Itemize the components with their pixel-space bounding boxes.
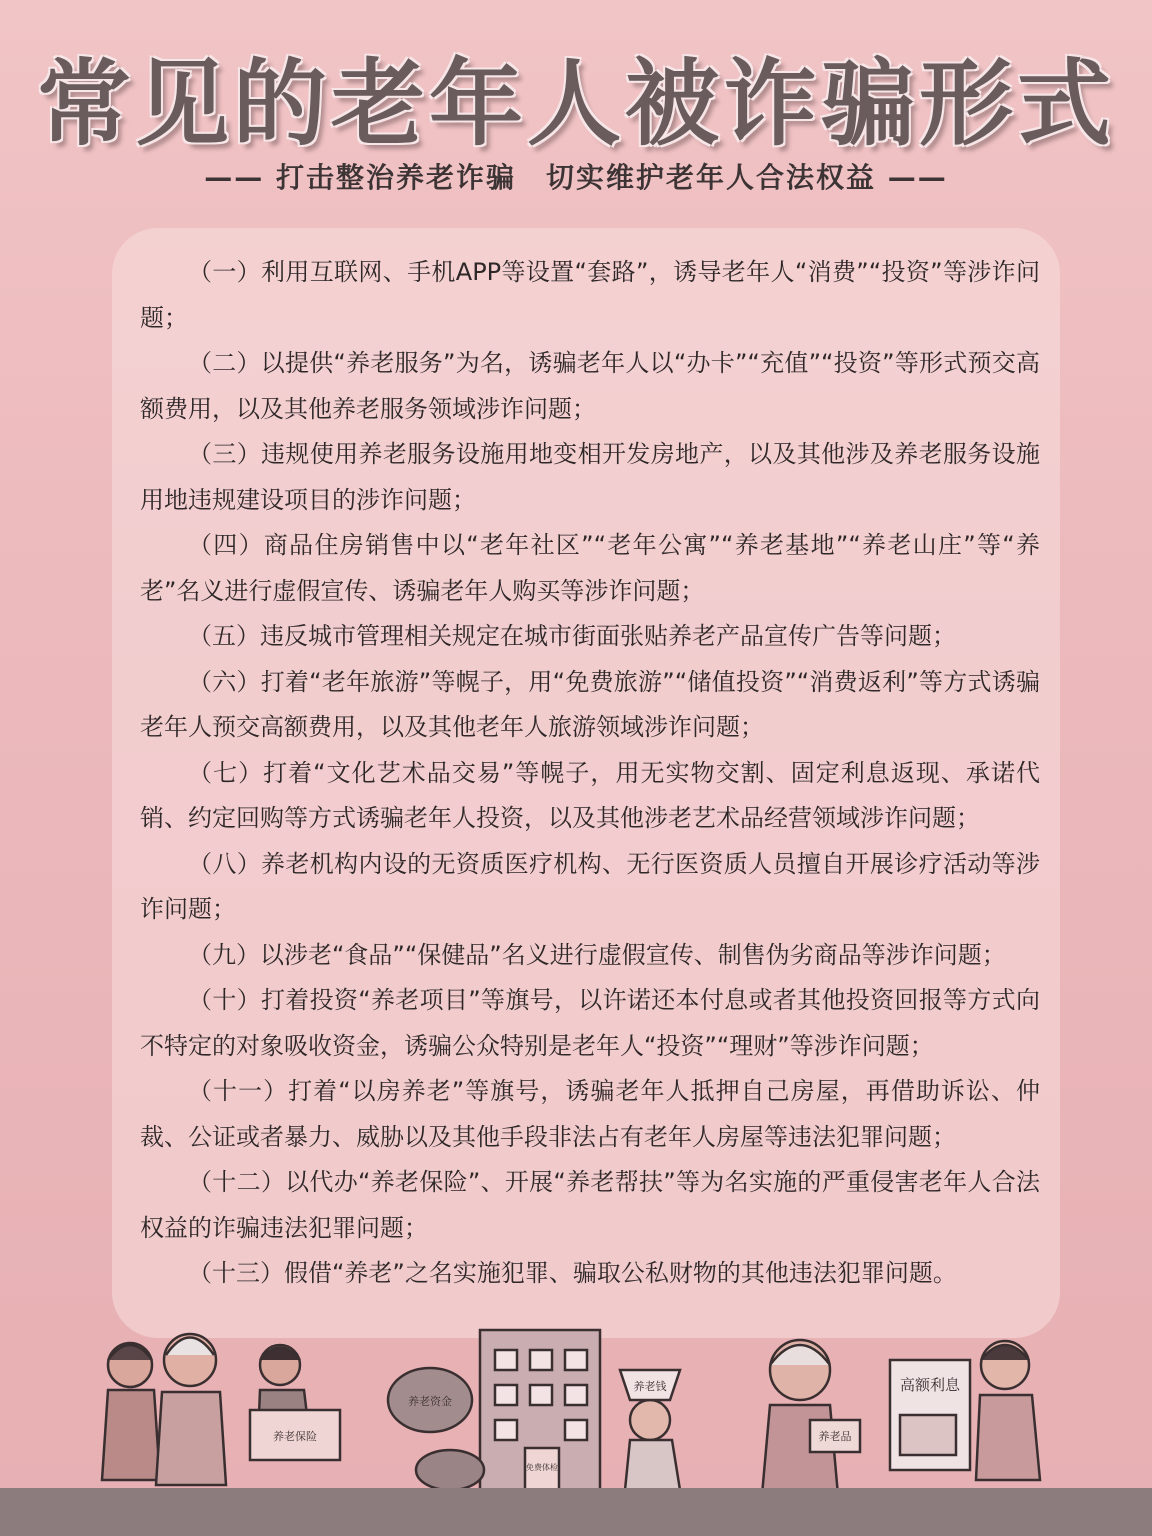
page-subtitle: —— 打击整治养老诈骗 切实维护老年人合法权益 —— xyxy=(204,161,948,194)
list-item: （十三）假借“养老”之名实施犯罪、骗取公私财物的其他违法犯罪问题。 xyxy=(188,1259,957,1287)
fraud-list xyxy=(140,250,1040,1297)
building-illustration xyxy=(380,1310,710,1500)
illu-label-box: 养老保险 xyxy=(273,1430,317,1443)
page-title: 常见的老年人被诈骗形式 xyxy=(36,50,1115,159)
list-item: （八）养老机构内设的无资质医疗机构、无行医资质人员擅自开展诊疗活动等涉诈问题； xyxy=(140,849,1040,923)
list-item: （十一）打着“以房养老”等旗号，诱骗老年人抵押自己房屋，再借助诉讼、仲裁、公证或者暴力、威胁以及其他手段非法占有老年人房屋等违法犯罪问题； xyxy=(140,1077,1040,1151)
elderly-couple-illustration xyxy=(90,1310,350,1490)
illu-label-package: 养老品 xyxy=(818,1430,852,1443)
illu-label-sack: 养老资金 xyxy=(408,1395,452,1408)
list-item: （二）以提供“养老服务”为名，诱骗老年人以“办卡”“充值”“投资”等形式预交高额费用，以及其他养老服务领域涉诈问题； xyxy=(140,349,1040,423)
list-item: （三）违规使用养老服务设施用地变相开发房地产，以及其他涉及养老服务设施用地违规建设项目的涉诈问题； xyxy=(140,440,1040,514)
illu-label-sign: 高额利息 xyxy=(899,1376,961,1394)
list-item: （五）违反城市管理相关规定在城市街面张贴养老产品宣传广告等问题； xyxy=(188,622,956,650)
list-item: （四）商品住房销售中以“老年社区”“老年公寓”“养老基地”“养老山庄”等“养老”名义进行虚假宣传、诱骗老年人购买等涉诈问题； xyxy=(140,531,1040,605)
list-item: （十）打着投资“养老项目”等旗号，以许诺还本付息或者其他投资回报等方式向不特定的对象吸收资金，诱骗公众特别是老年人“投资”“理财”等涉诈问题； xyxy=(140,986,1040,1060)
list-item: （一）利用互联网、手机APP等设置“套路”，诱导老年人“消费”“投资”等涉诈问题； xyxy=(140,258,1040,332)
list-item: （七）打着“文化艺术品交易”等幌子，用无实物交割、固定利息返现、承诺代销、约定回购等方式诱骗老年人投资，以及其他涉老艺术品经营领域涉诈问题； xyxy=(140,758,1040,832)
illu-label-bag: 养老钱 xyxy=(633,1380,667,1393)
illu-label-door: 免费体检 xyxy=(526,1463,558,1472)
list-item: （十二）以代办“养老保险”、开展“养老帮扶”等为名实施的严重侵害老年人合法权益的诈骗违法犯罪问题； xyxy=(140,1168,1040,1242)
list-item: （九）以涉老“食品”“保健品”名义进行虚假宣传、制售伪劣商品等涉诈问题； xyxy=(188,940,1006,969)
list-item: （六）打着“老年旅游”等幌子，用“免费旅游”“储值投资”“消费返利”等方式诱骗老年人预交高额费用，以及其他老年人旅游领域涉诈问题； xyxy=(140,667,1040,741)
elderly-woman-illustration xyxy=(740,1320,1060,1500)
bottom-band xyxy=(0,1488,1152,1536)
